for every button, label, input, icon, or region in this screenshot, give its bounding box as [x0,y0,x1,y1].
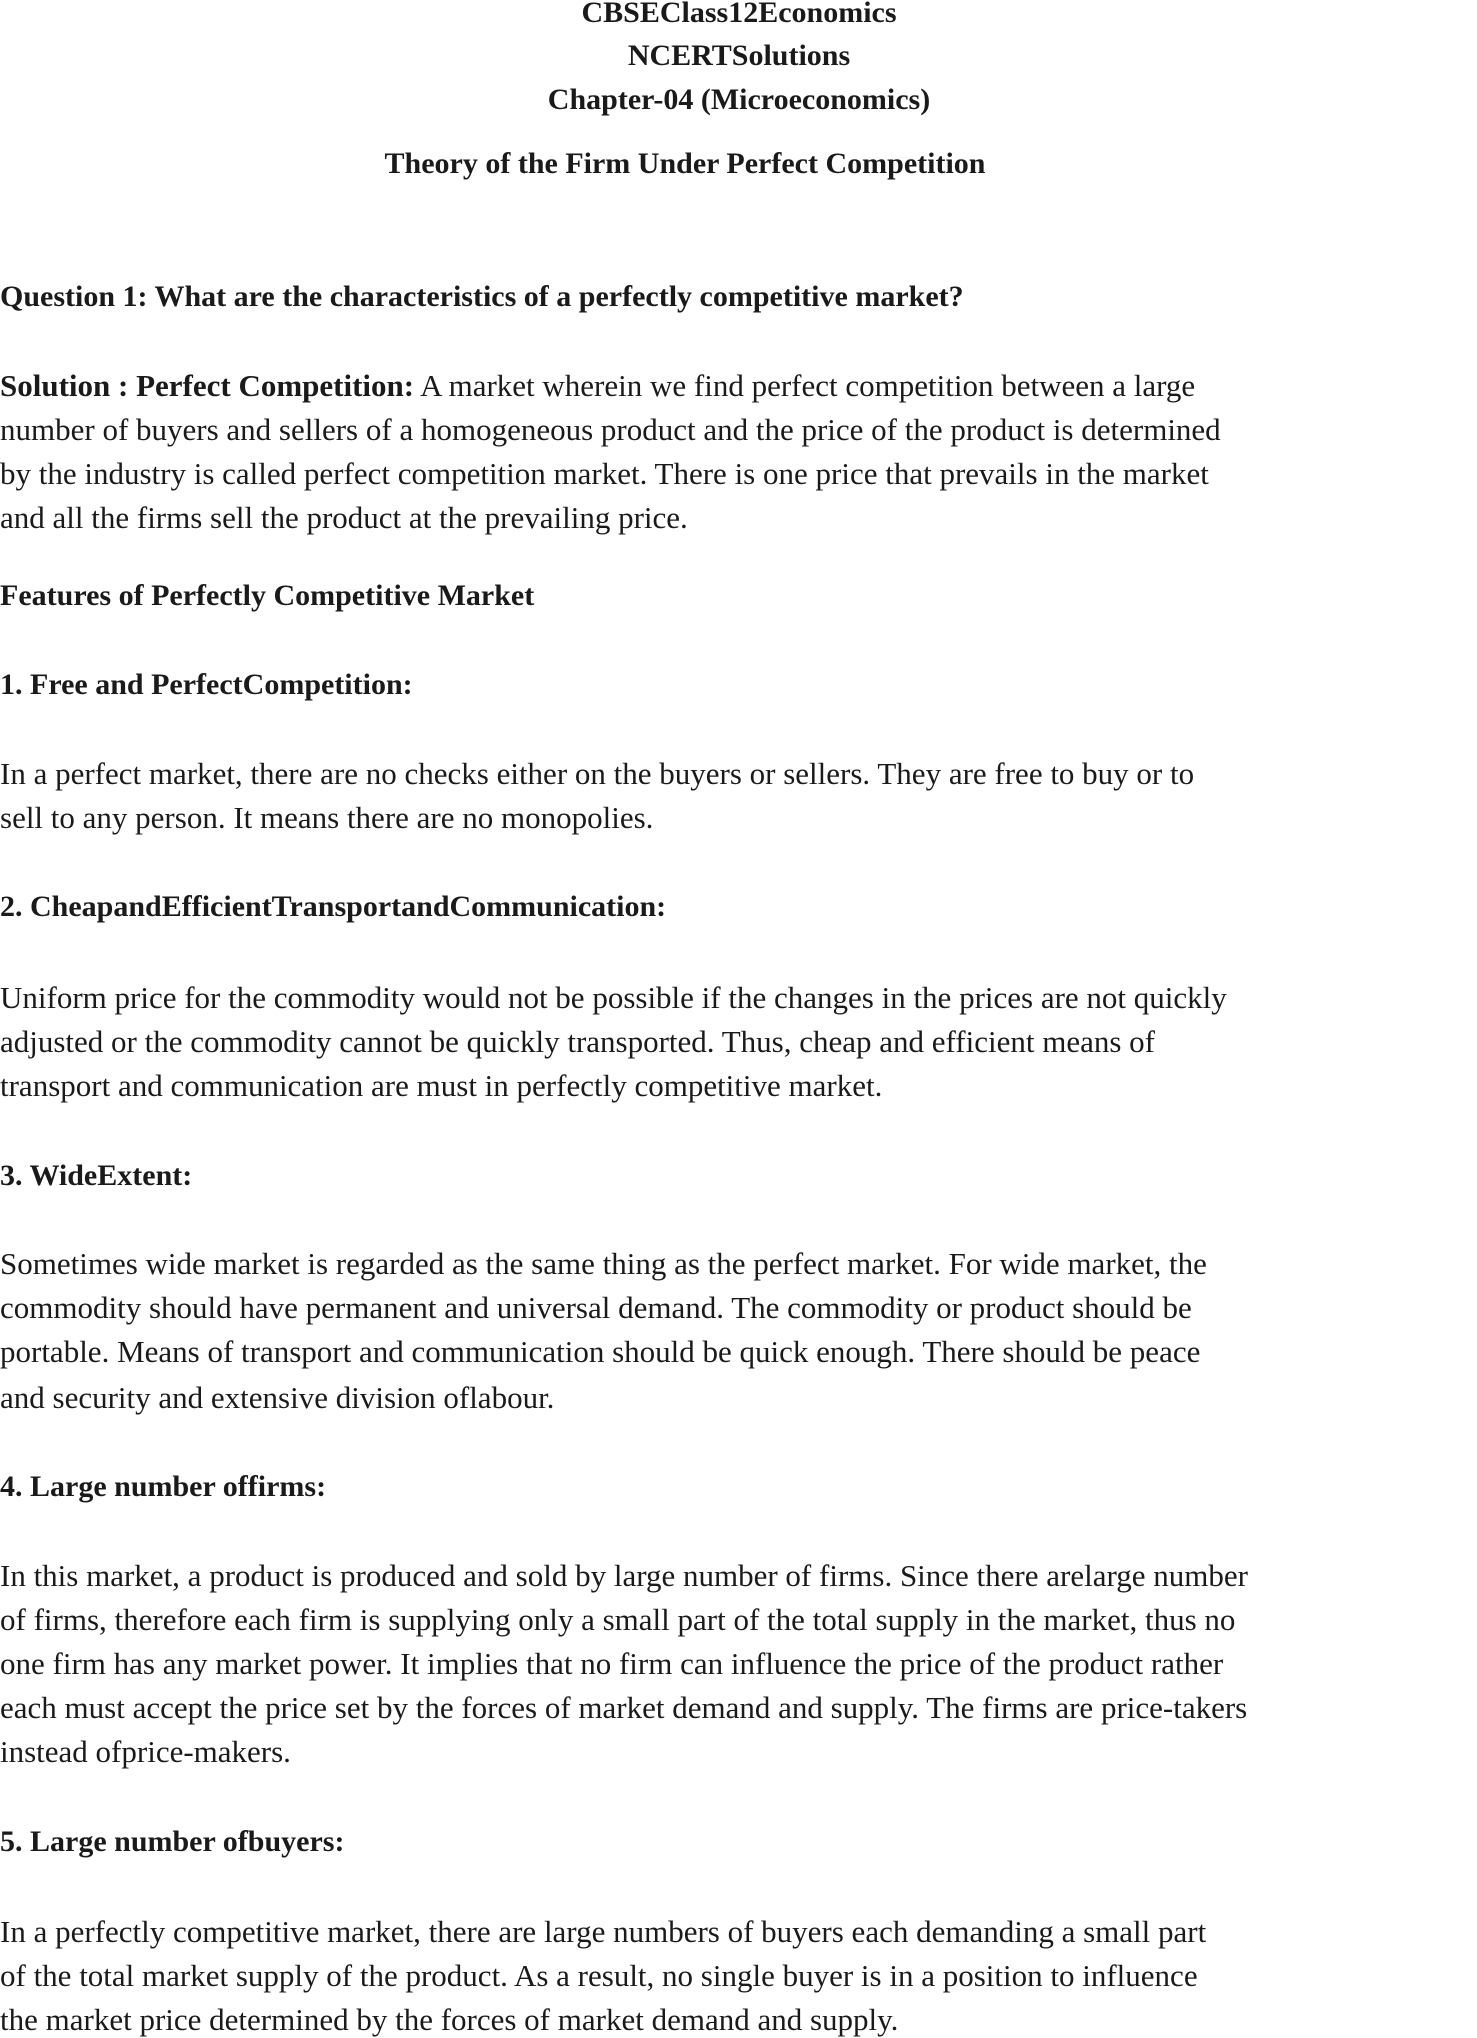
feature-line: of the total market supply of the product. As a result, no single buyer is in a position to influence [0,1958,1198,1993]
solution-line: number of buyers and sellers of a homogeneous product and the price of the product is determined [0,412,1221,447]
feature-line: portable. Means of transport and communication should be quick enough. There should be peace [0,1334,1201,1369]
feature-heading: 1. Free and PerfectCompetition: [0,668,413,701]
feature-line: sell to any person. It means there are no monopolies. [0,800,654,835]
feature-line: commodity should have permanent and universal demand. The commodity or product should be [0,1290,1192,1325]
feature-heading: 2. CheapandEfficientTransportandCommunication: [0,890,667,923]
document-title: Theory of the Firm Under Perfect Competition [384,147,986,180]
solution-line [0,368,1195,404]
feature-line: Sometimes wide market is regarded as the same thing as the perfect market. For wide market, the [0,1246,1207,1281]
feature-line: In a perfect market, there are no checks either on the buyers or sellers. They are free to buy or to [0,756,1195,791]
header-source: NCERTSolutions [627,39,851,72]
solution-label: Solution : Perfect Competition: [0,368,415,403]
question-1: Question 1: What are the characteristics of a perfectly competitive market? [0,280,964,313]
features-heading: Features of Perfectly Competitive Market [0,579,535,612]
feature-line: Uniform price for the commodity would not be possible if the changes in the prices are not quickly [0,980,1227,1015]
header-chapter: Chapter-04 (Microeconomics) [547,83,931,116]
feature-heading: 5. Large number ofbuyers: [0,1825,345,1858]
feature-line: and security and extensive division oflabour. [0,1380,555,1415]
feature-line: In a perfectly competitive market, there are large numbers of buyers each demanding a small part [0,1914,1207,1949]
solution-text: A market wherein we find perfect competition between a large [414,368,1196,403]
feature-line: In this market, a product is produced and sold by large number of firms. Since there arelarge number [0,1558,1248,1593]
feature-line: instead ofprice-makers. [0,1734,291,1769]
feature-heading: 3. WideExtent: [0,1159,193,1192]
feature-line: one firm has any market power. It implies that no firm can influence the price of the product rather [0,1646,1224,1681]
feature-line: the market price determined by the forces of market demand and supply. [0,2002,899,2037]
feature-line: of firms, therefore each firm is supplying only a small part of the total supply in the market, thus no [0,1602,1236,1637]
solution-line: by the industry is called perfect competition market. There is one price that prevails in the market [0,456,1209,491]
header-subject: CBSEClass12Economics [581,0,897,29]
solution-line: and all the firms sell the product at the prevailing price. [0,500,688,535]
feature-line: each must accept the price set by the forces of market demand and supply. The firms are price-takers [0,1690,1248,1725]
feature-line: adjusted or the commodity cannot be quickly transported. Thus, cheap and efficient means of [0,1024,1155,1059]
feature-heading: 4. Large number offirms: [0,1470,327,1503]
feature-line: transport and communication are must in perfectly competitive market. [0,1068,883,1103]
